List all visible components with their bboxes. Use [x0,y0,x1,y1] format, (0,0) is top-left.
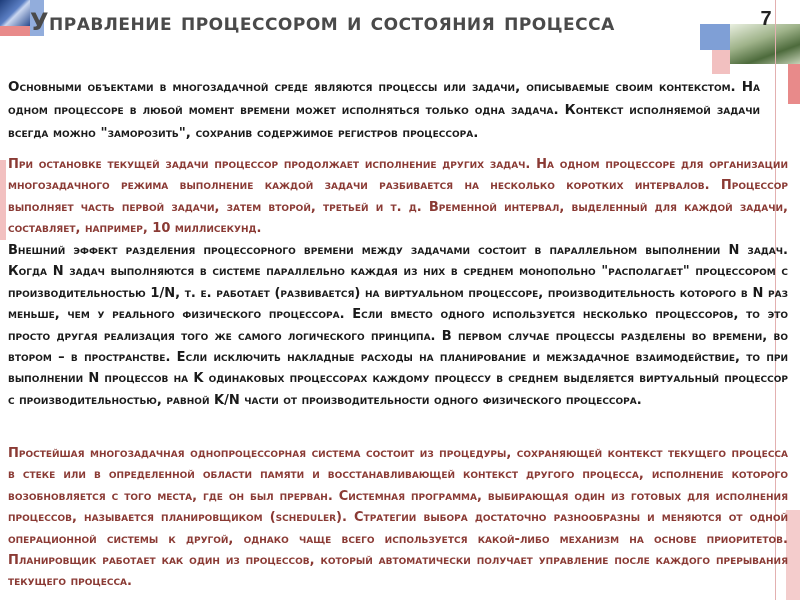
body-paragraph-1: При остановке текущей задачи процессор продолжает исполнение других задач. На одном процессоре для организации многозадачного режима выполнение каждой задачи разбивается на несколько коротких интервалов. Процессор выполняет часть первой задачи, затем второй, третьей и т. д. Временной интервал, выделенный для каждой задачи, составляет, например, 10 миллисекунд. [8,157,788,237]
decorative-square [712,50,730,74]
intro-paragraph: Основными объектами в многозадачной среде являются процессы или задачи, описываемые своим контекстом. На одном процессоре в любой момент времени может исполняться только одна задача. Контекст исполняемой задачи всегда можно "заморозить", сохранив содержимое регистров процессора. [8,79,760,141]
decorative-photo-thumbnail-left [0,0,30,26]
decorative-square [0,26,30,36]
body-paragraph-3: Простейшая многозадачная однопроцессорная система состоит из процедуры, сохраняющей контекст текущего процесса в стеке или в определенной области памяти и восстанавливающей контекст другого процесса, исполнение которого возобновляется с того места, где он был прерван. Системная программа, выбирающая один из готовых для исполнения процессов, называется планировщиком (scheduler). Стратегии выбора достаточно разнообразны и меняются от одной операционной системы к другой, однако чаще всего используется какой-либо механизм на основе приоритетов. Планировщик работает как один из процессов, который автоматически получает управление после каждого прерывания текущего процесса. [8,446,788,590]
decorative-square [700,24,730,50]
slide-title: Управление процессором и состояния процесса [30,8,615,36]
decorative-square [788,64,800,104]
decorative-bar [786,510,800,600]
body-paragraph-2: Внешний эффект разделения процессорного времени между задачами состоит в параллельном выполнении N задач. Когда N задач выполняются в системе параллельно каждая из них в среднем монопольно "располагает" процессором с производительностью 1/N, т. е. работает (развивается) на виртуальном процессоре, производительность которого в N раз меньше, чем у реального физического процессора. Если вместо одного используется несколько процессоров, то это просто другая реализация того же самого логического принципа. В первом случае процессы разделены во времени, во втором – в пространстве. Если исключить накладные расходы на планирование и межзадачное взаимодействие, то при выполнении N процессов на K одинаковых процессорах каждому процессу в среднем выделяется виртуальный процессор с производительностью, равной K/N части от производительности одного физического процессора. [8,243,788,408]
slide-number: 7 [760,7,772,30]
decorative-bar [0,160,6,240]
